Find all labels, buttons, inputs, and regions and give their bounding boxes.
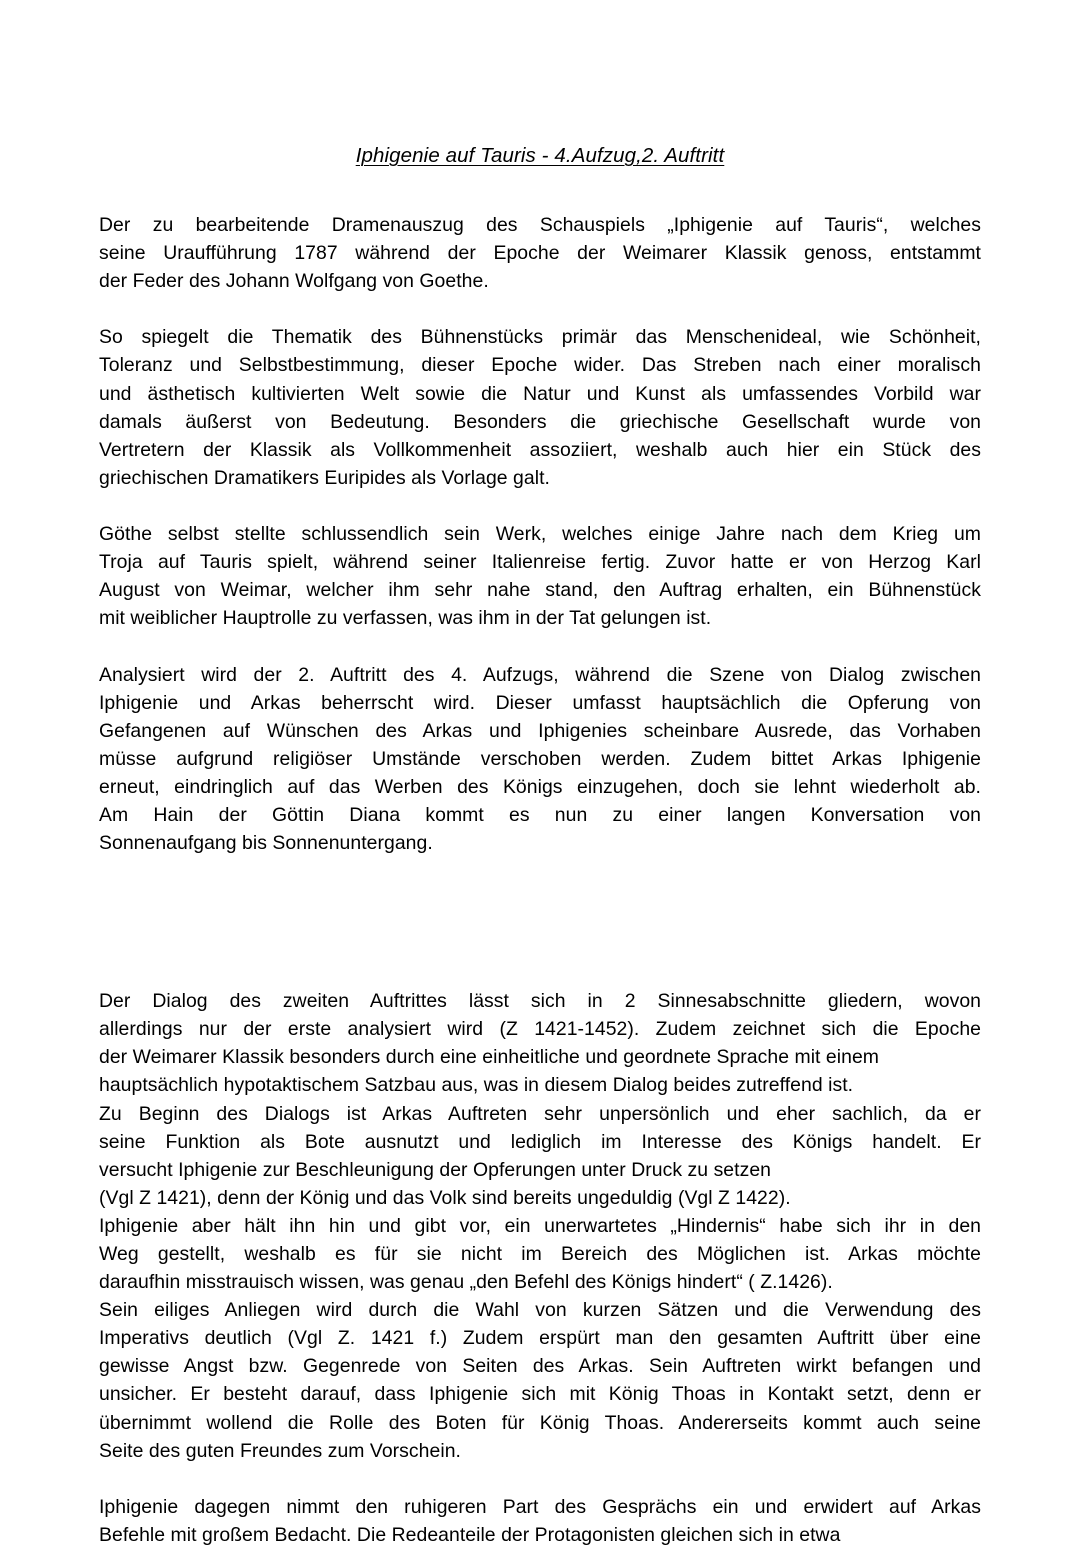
text-line: damals äußerst von Bedeutung. Besonders die griechische Gesellschaft wurde von [99,410,981,433]
section-spacer [99,857,981,987]
text-line: Iphigenie dagegen nimmt den ruhigeren Part des Gesprächs ein und erwidert auf Arkas [99,1495,981,1518]
text-line: Gefangenen auf Wünschen des Arkas und Iphigenies scheinbare Ausrede, das Vorhaben [99,719,981,742]
text-line: Der Dialog des zweiten Auftrittes lässt sich in 2 Sinnesabschnitte gliedern, wovon [99,990,981,1013]
text-line: allerdings nur der erste analysiert wird (Z 1421-1452). Zudem zeichnet sich die Epoche [99,1018,981,1041]
paragraph-spacer [99,1465,981,1493]
text-line: Seite des guten Freundes zum Vorschein. [99,1439,461,1462]
text-line: versucht Iphigenie zur Beschleunigung der Opferungen unter Druck zu setzen [99,1158,771,1181]
text-line: Imperativs deutlich (Vgl Z. 1421 f.) Zudem erspürt man den gesamten Auftritt über eine [99,1327,981,1350]
paragraph [99,1493,981,1549]
paragraph [99,987,981,1099]
text-line: Zu Beginn des Dialogs ist Arkas Auftreten sehr unpersönlich und eher sachlich, da er [99,1102,981,1125]
text-line: Vertretern der Klassik als Vollkommenheit assoziiert, weshalb auch hier ein Stück des [99,438,981,461]
section-analysis [99,987,981,1549]
text-line: unsicher. Er besteht darauf, dass Iphigenie sich mit König Thoas in Kontakt setzt, denn er [99,1383,981,1406]
text-line: Toleranz und Selbstbestimmung, dieser Epoche wider. Das Streben nach einer moralisch [99,354,981,377]
paragraph-spacer [99,492,981,520]
text-line: seine Uraufführung 1787 während der Epoche der Weimarer Klassik genoss, entstammt [99,242,981,265]
paragraph-spacer [99,295,981,323]
paragraph [99,1296,981,1465]
text-line: (Vgl Z 1421), denn der König und das Volk sind bereits ungeduldig (Vgl Z 1422). [99,1186,791,1209]
text-line: Iphigenie und Arkas beherrscht wird. Dieser umfasst hauptsächlich die Opferung von [99,691,981,714]
text-line: Sein eiliges Anliegen wird durch die Wahl von kurzen Sätzen und die Verwendung des [99,1299,981,1322]
text-line: Analysiert wird der 2. Auftritt des 4. Aufzugs, während die Szene von Dialog zwischen [99,663,981,686]
paragraph [99,520,981,632]
text-line: erneut, eindringlich auf das Werben des Königs einzugehen, doch sie lehnt wiederholt ab. [99,775,981,798]
text-line: der Feder des Johann Wolfgang von Goethe. [99,270,489,293]
text-line: Am Hain der Göttin Diana kommt es nun zu einer langen Konversation von [99,803,981,826]
document-body [99,211,981,1549]
text-line: seine Funktion als Bote ausnutzt und lediglich im Interesse des Königs handelt. Er [99,1130,981,1153]
paragraph [99,1212,981,1296]
text-line: mit weiblicher Hauptrolle zu verfassen, was ihm in der Tat gelungen ist. [99,607,712,630]
text-line: Befehle mit großem Bedacht. Die Redeanteile der Protagonisten gleichen sich in etwa [99,1523,841,1546]
text-line: Troja auf Tauris spielt, während seiner Italienreise fertig. Zuvor hatte er von Herzog Karl [99,551,981,574]
text-line: gewisse Angst bzw. Gegenrede von Seiten des Arkas. Sein Auftreten wirkt befangen und [99,1355,981,1378]
text-line: Iphigenie aber hält ihn hin und gibt vor, ein unerwartetes „Hindernis“ habe sich ihr in den [99,1214,981,1237]
text-line: daraufhin misstrauisch wissen, was genau „den Befehl des Königs hindert“ ( Z.1426). [99,1271,833,1294]
text-line: müsse aufgrund religiöser Umstände verschoben werden. Zudem bittet Arkas Iphigenie [99,747,981,770]
text-line: der Weimarer Klassik besonders durch eine einheitliche und geordnete Sprache mit einem [99,1046,879,1069]
page-title-text: Iphigenie auf Tauris - 4.Aufzug,2. Auftritt [355,143,725,167]
page-title [99,142,981,170]
text-line: übernimmt wollend die Rolle des Boten für König Thoas. Andererseits kommt auch seine [99,1411,981,1434]
text-line: Weg gestellt, weshalb es für sie nicht im Bereich des Möglichen ist. Arkas möchte [99,1243,981,1265]
paragraph [99,1100,981,1212]
paragraph [99,211,981,295]
text-line: und ästhetisch kultivierten Welt sowie die Natur und Kunst als umfassendes Vorbild war [99,382,981,405]
text-line: Sonnenaufgang bis Sonnenuntergang. [99,832,433,855]
text-line: August von Weimar, welcher ihm sehr nahe stand, den Auftrag erhalten, ein Bühnenstück [99,579,981,602]
text-line: griechischen Dramatikers Euripides als Vorlage galt. [99,466,550,489]
paragraph-spacer [99,632,981,660]
text-line: Göthe selbst stellte schlussendlich sein Werk, welches einige Jahre nach dem Krieg um [99,523,981,546]
paragraph [99,661,981,858]
text-line: So spiegelt die Thematik des Bühnenstücks primär das Menschenideal, wie Schönheit, [99,326,981,349]
section-intro [99,211,981,857]
text-line: Der zu bearbeitende Dramenauszug des Schauspiels „Iphigenie auf Tauris“, welches [99,214,981,236]
paragraph [99,323,981,492]
text-line: hauptsächlich hypotaktischem Satzbau aus, was in diesem Dialog beides zutreffend ist. [99,1074,854,1097]
